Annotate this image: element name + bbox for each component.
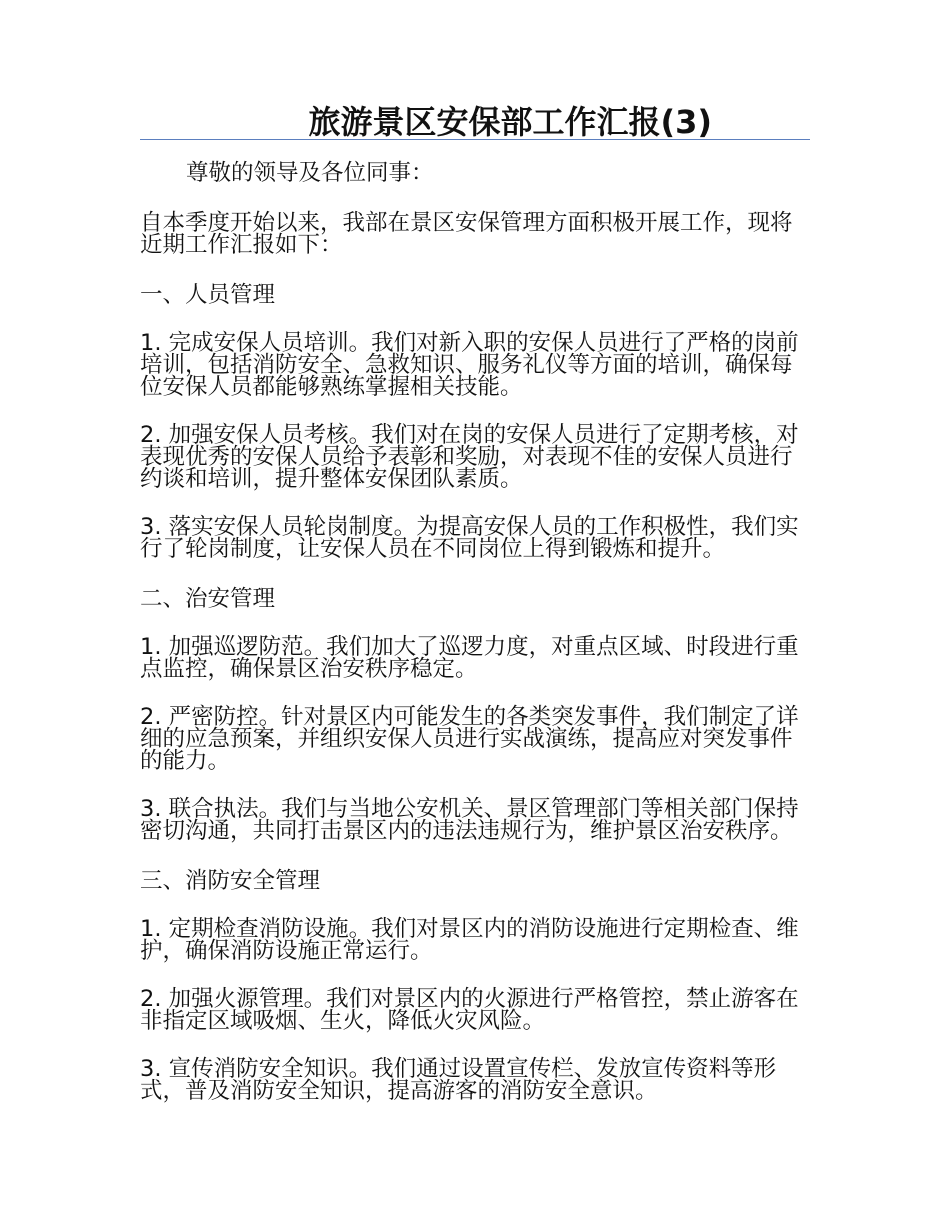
section-heading-fire-safety: 三、消防安全管理 bbox=[140, 868, 321, 894]
section-security-item-3: 3. 联合执法。我们与当地公安机关、景区管理部门等相关部门保持密切沟通，共同打击景区内的违法违规行为，维护景区治安秩序。 bbox=[140, 796, 799, 844]
section-personnel-item-2: 2. 加强安保人员考核。我们对在岗的安保人员进行了定期考核，对表现优秀的安保人员给予表彰和奖励，对表现不佳的安保人员进行约谈和培训，提升整体安保团队素质。 bbox=[140, 422, 799, 492]
section-security-item-2: 2. 严密防控。针对景区内可能发生的各类突发事件，我们制定了详细的应急预案，并组织安保人员进行实战演练，提高应对突发事件的能力。 bbox=[140, 704, 799, 774]
section-heading-personnel: 一、人员管理 bbox=[140, 282, 276, 308]
document-body bbox=[140, 152, 810, 1102]
document-title: 旅游景区安保部工作汇报(3) bbox=[308, 103, 712, 141]
section-personnel-item-3: 3. 落实安保人员轮岗制度。为提高安保人员的工作积极性，我们实行了轮岗制度，让安保人员在不同岗位上得到锻炼和提升。 bbox=[140, 514, 799, 562]
salutation: 尊敬的领导及各位同事： bbox=[186, 160, 434, 186]
section-fire-item-3: 3. 宣传消防安全知识。我们通过设置宣传栏、发放宣传资料等形式，普及消防安全知识，提高游客的消防安全意识。 bbox=[140, 1056, 777, 1104]
section-heading-public-security: 二、治安管理 bbox=[140, 586, 276, 612]
section-security-item-1: 1. 加强巡逻防范。我们加大了巡逻力度，对重点区域、时段进行重点监控，确保景区治安秩序稳定。 bbox=[140, 634, 799, 682]
title-underline bbox=[140, 139, 810, 140]
intro-paragraph: 自本季度开始以来，我部在景区安保管理方面积极开展工作，现将近期工作汇报如下： bbox=[140, 210, 793, 258]
section-personnel-item-1: 1. 完成安保人员培训。我们对新入职的安保人员进行了严格的岗前培训，包括消防安全、急救知识、服务礼仪等方面的培训，确保每位安保人员都能够熟练掌握相关技能。 bbox=[140, 330, 799, 400]
section-fire-item-2: 2. 加强火源管理。我们对景区内的火源进行严格管控，禁止游客在非指定区域吸烟、生火，降低火灾风险。 bbox=[140, 986, 799, 1034]
section-fire-item-1: 1. 定期检查消防设施。我们对景区内的消防设施进行定期检查、维护，确保消防设施正常运行。 bbox=[140, 916, 799, 964]
